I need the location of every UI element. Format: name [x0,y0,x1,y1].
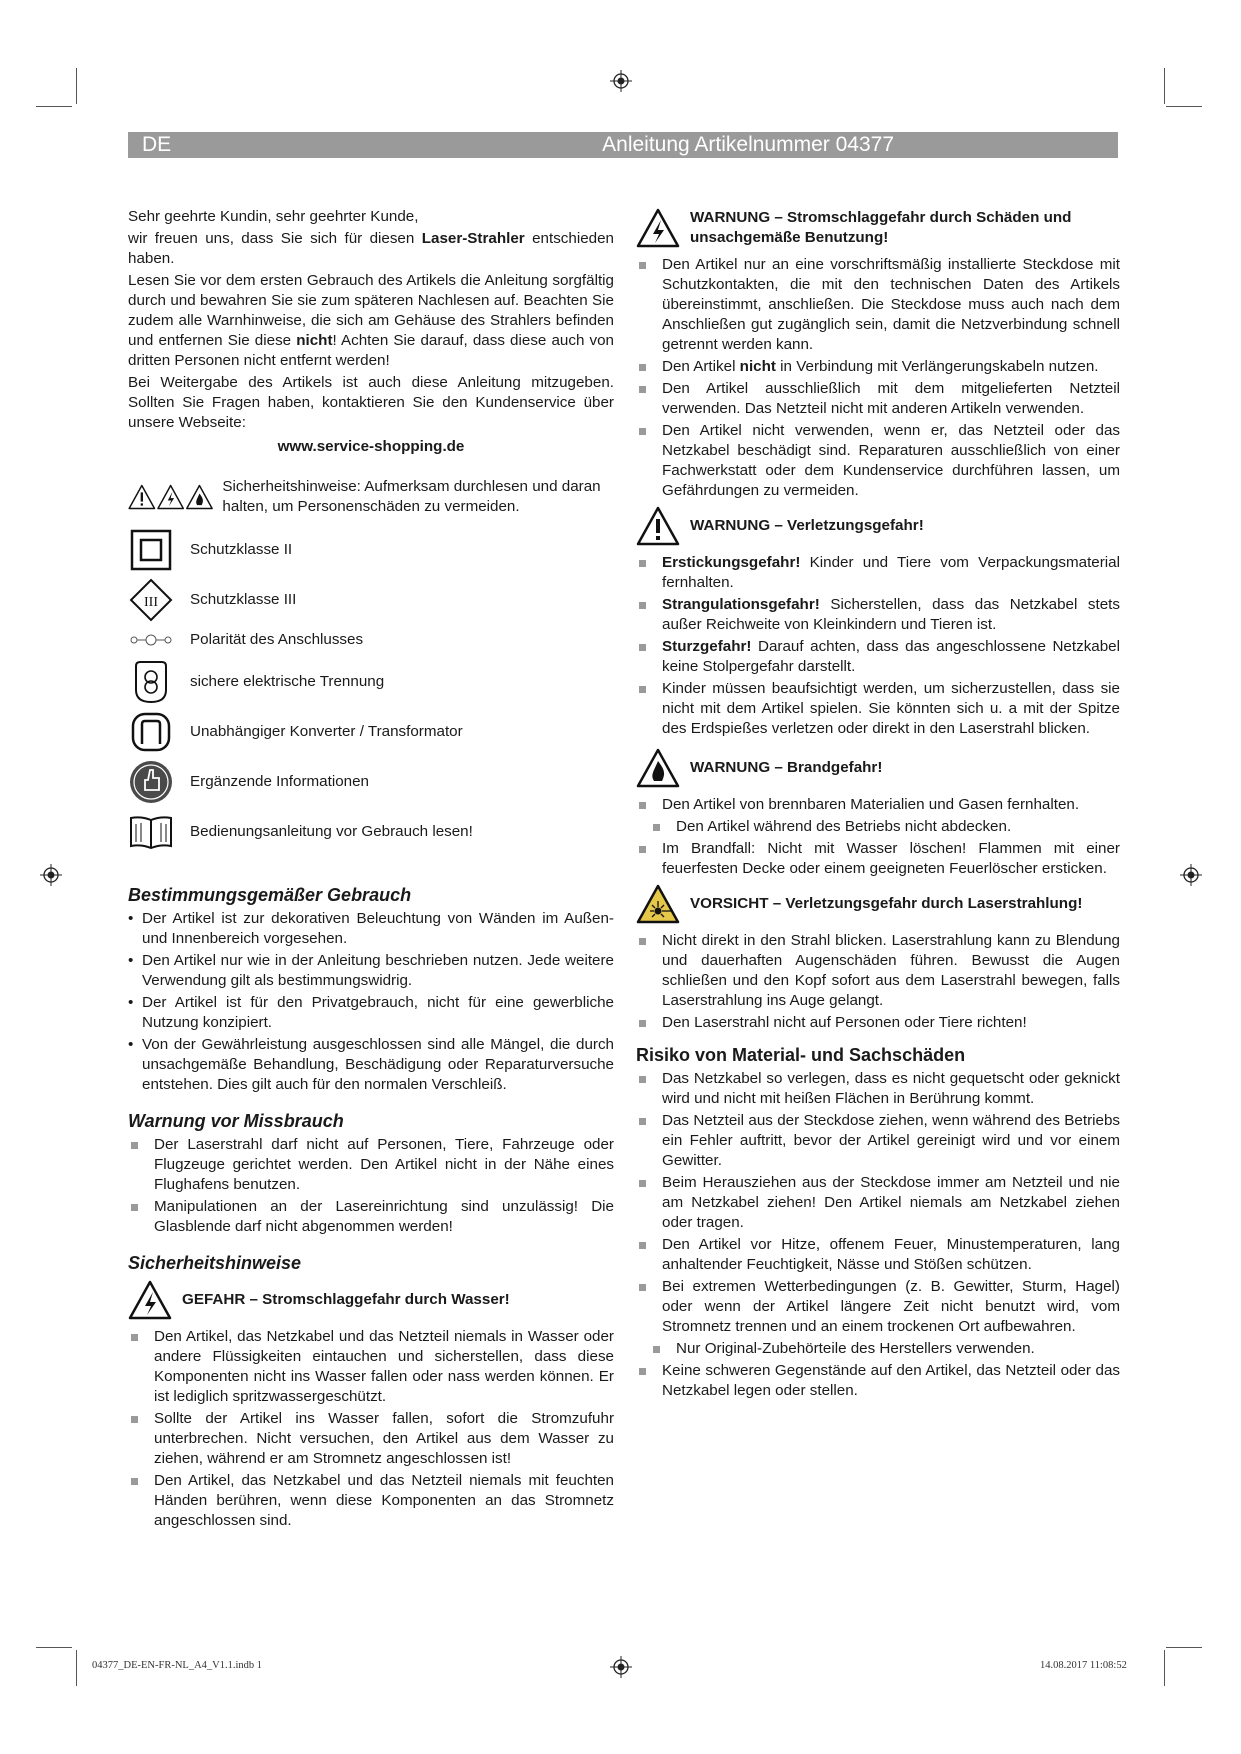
list-item: Den Laserstrahl nicht auf Personen oder Tiere richten! [636,1013,1120,1033]
safety-list [128,1327,614,1531]
intro-paragraph: Lesen Sie vor dem ersten Gebrauch des Artikels die Anleitung sorgfältig durch und bewahren Sie sie zum späteren Nachlesen auf. Beachten Sie zudem alle Warnhinweise, die sich am Gehäuse des Strahlers befinden und entfernen Sie diese nicht! Achten Sie darauf, dass diese auch von dritten Personen nicht entfernt werden! [128,272,615,369]
intended-use-list [128,909,614,1095]
injury-warning-list [636,553,1120,739]
list-item: • Der Artikel ist zur dekorativen Beleuchtung von Wänden im Außen- und Innenbereich vorgesehen. [128,909,614,949]
list-item: • Von der Gewährleistung ausgeschlossen sind alle Mängel, die durch unsachgemäße Behandlung, Beschädigung oder Reparaturversuche entstehen. Dies gilt auch für den normalen Verschleiß. [128,1035,614,1095]
list-item: Den Artikel nicht verwenden, wenn er, das Netzteil oder das Netzkabel beschädigt sind. Reparaturen ausschließlich von einer Fachwerkstatt oder dem Kundenservice durchführen lassen, um Gefährdungen zu vermeiden. [636,421,1120,501]
list-item: Bei extremen Wetterbedingungen (z. B. Gewitter, Sturm, Hagel) oder wenn der Artikel längere Zeit nicht benutzt wird, vom Stromnetz trennen und an einem trockenen Ort aufbewahren. [636,1277,1120,1337]
website-link[interactable]: www.service-shopping.de [277,438,465,455]
list-item: Keine schweren Gegenstände auf den Artikel, das Netzteil oder das Netzkabel legen oder stellen. [636,1361,1120,1401]
list-item: Nicht direkt in den Strahl blicken. Laserstrahlung kann zu Blendung und dauerhaften Augenschäden führen. Bewusst die Augen schließen und den Kopf sofort aus dem Laserstrahl bewegen, falls Laserstrahlung ins Auge gelangt. [636,931,1120,1011]
list-item: Das Netzteil aus der Steckdose ziehen, wenn während des Betriebs ein Fehler auftritt, bevor der Artikel gereinigt wird und vor einem Gewitter. [636,1111,1120,1171]
list-item: Sollte der Artikel ins Wasser fallen, sofort die Stromzufuhr unterbrechen. Nicht versuchen, den Artikel aus dem Wasser zu ziehen, während er am Stromnetz angeschlossen ist! [128,1409,614,1469]
crop-mark [76,1650,77,1686]
right-column [636,207,1120,1403]
danger-warning: GEFAHR – Stromschlaggefahr durch Wasser! [128,1279,614,1321]
symbol-polarity: Polarität des Anschlusses [128,625,614,655]
electric-warning-icon [128,1279,172,1321]
registration-mark-icon [610,70,632,92]
independent-converter-icon [131,712,171,752]
info-hand-icon [129,760,173,804]
fire-warning: WARNUNG – Brandgefahr! [636,747,1120,789]
electric-warning: WARNUNG – Stromschlaggefahr durch Schäden und unsachgemäße Benutzung! [636,207,1120,249]
misuse-list [128,1135,614,1237]
registration-mark-icon [1180,864,1202,886]
list-item: • Der Artikel ist für den Privatgebrauch, nicht für eine gewerbliche Nutzung konzipiert. [128,993,614,1033]
list-item: Manipulationen an der Lasereinrichtung sind unzulässig! Die Glasblende darf nicht abgenommen werden! [128,1197,614,1237]
laser-caution-list [636,931,1120,1033]
exclamation-warning-icon [636,505,680,547]
protection-class-2-icon [130,529,172,571]
crop-mark [36,106,72,107]
safety-symbols-text: Sicherheitshinweise: Aufmerksam durchlesen und daran halten, um Personenschäden zu vermeiden. [222,478,601,515]
safety-transformer-icon [132,660,170,704]
list-item: Erstickungsgefahr! Kinder und Tiere vom Verpackungsmaterial fernhalten. [636,553,1120,593]
language-code: DE [142,133,172,156]
symbol-class3: III Schutzklasse III [128,577,614,623]
list-item: Den Artikel von brennbaren Materialien und Gasen fernhalten. [636,795,1120,815]
intro-paragraph: Bei Weitergabe des Artikels ist auch diese Anleitung mitzugeben. Sollten Sie Fragen haben, kontaktieren Sie den Kundenservice über unsere Webseite: [128,374,614,431]
symbol-separation: sichere elektrische Trennung [128,659,614,705]
list-item: Den Artikel, das Netzkabel und das Netzteil niemals mit feuchten Händen berühren, wenn diese Komponenten an das Stromnetz angeschlossen sind. [128,1471,614,1531]
intro-paragraph: wir freuen uns, dass Sie sich für diesen Laser-Strahler entschieden haben. [128,230,614,267]
footer-file: 04377_DE-EN-FR-NL_A4_V1.1.indb 1 [92,1660,263,1671]
injury-warning: WARNUNG – Verletzungsgefahr! [636,505,1120,547]
laser-caution: VORSICHT – Verletzungsgefahr durch Laserstrahlung! [636,883,1120,925]
symbol-converter: Unabhängiger Konverter / Transformator [128,709,614,755]
header-bar [128,132,1118,158]
damage-heading: Risiko von Material- und Sachschäden [636,1045,966,1065]
laser-warning-icon [636,883,680,925]
fire-warning-list [636,795,1120,879]
list-item: Den Artikel nur an eine vorschriftsmäßig installierte Steckdose mit Schutzkontakten, die mit den technischen Daten des Artikels übereinstimmt, anschließen. Die Steckdose muss auch nach dem Anschließen gut zugänglich sein, damit die Netzverbindung schnell getrennt werden kann. [636,255,1120,355]
list-item: Den Artikel, das Netzkabel und das Netzteil niemals in Wasser oder andere Flüssigkeiten eintauchen und sicherstellen, dass diese Komponenten nicht ins Wasser fallen oder nass werden können. Er ist lediglich spritzwassergeschützt. [128,1327,614,1407]
electric-warning-icon [636,207,680,249]
symbol-manual: Bedienungsanleitung vor Gebrauch lesen! [128,809,614,855]
misuse-heading: Warnung vor Missbrauch [128,1111,344,1131]
left-column [128,207,614,1533]
safety-heading: Sicherheitshinweise [128,1253,302,1273]
crop-mark [76,68,77,104]
safety-symbols-row [128,473,614,521]
list-item: Nur Original-Zubehörteile des Herstellers verwenden. [636,1339,1120,1359]
warning-triangles-icon [128,473,214,521]
crop-mark [1166,1647,1202,1648]
crop-mark [1164,1650,1165,1686]
page-title: Anleitung Artikelnummer 04377 [602,133,894,156]
list-item: Den Artikel nicht in Verbindung mit Verlängerungskabeln nutzen. [636,357,1120,377]
list-item: Den Artikel vor Hitze, offenem Feuer, Minustemperaturen, lang anhaltender Feuchtigkeit, Nässe und Stößen schützen. [636,1235,1120,1275]
list-item: Das Netzkabel so verlegen, dass es nicht gequetscht oder geknickt wird und nicht mit heißen Flächen in Berührung kommt. [636,1069,1120,1109]
electric-warning-list [636,255,1120,501]
list-item: Strangulationsgefahr! Sicherstellen, dass das Netzkabel stets außer Reichweite von Kleinkindern und Tieren ist. [636,595,1120,635]
list-item: Sturzgefahr! Darauf achten, dass das angeschlossene Netzkabel keine Stolpergefahr darstellt. [636,637,1120,677]
list-item: Beim Herausziehen aus der Steckdose immer am Netzteil und nie am Netzkabel ziehen! Den Artikel niemals am Netzkabel ziehen oder tragen. [636,1173,1120,1233]
damage-list [636,1069,1120,1401]
list-item: Kinder müssen beaufsichtigt werden, um sicherzustellen, dass sie nicht mit dem Artikel spielen. Sie könnten sich u. a mit der Spitze des Erdspießes verletzen oder direkt in den Laserstrahl blicken. [636,679,1120,739]
registration-mark-icon [40,864,62,886]
list-item: • Den Artikel nur wie in der Anleitung beschrieben nutzen. Jede weitere Verwendung gilt als bestimmungswidrig. [128,951,614,991]
crop-mark [1166,106,1202,107]
manual-book-icon [129,814,173,850]
fire-warning-icon [636,747,680,789]
intended-use-heading: Bestimmungsgemäßer Gebrauch [128,885,412,905]
list-item: Den Artikel ausschließlich mit dem mitgelieferten Netzteil verwenden. Das Netzteil nicht mit anderen Artikeln verwenden. [636,379,1120,419]
polarity-icon [129,633,173,647]
protection-class-3-icon [129,578,173,622]
footer-date: 14.08.2017 11:08:52 [1040,1660,1127,1671]
crop-mark [36,1647,72,1648]
registration-mark-icon [610,1656,632,1678]
symbol-class2: Schutzklasse II [128,527,614,573]
salutation: Sehr geehrte Kundin, sehr geehrter Kunde, [128,208,419,225]
list-item: Im Brandfall: Nicht mit Wasser löschen! Flammen mit einer feuerfesten Decke oder einem geeigneten Feuerlöscher ersticken. [636,839,1120,879]
list-item: Der Laserstrahl darf nicht auf Personen, Tiere, Fahrzeuge oder Flugzeuge gerichtet werden. Den Artikel nicht in der Nähe eines Flughafens benutzen. [128,1135,614,1195]
symbol-info: Ergänzende Informationen [128,759,614,805]
crop-mark [1164,68,1165,104]
list-item: Den Artikel während des Betriebs nicht abdecken. [636,817,1120,837]
svg-text:III: III [144,595,158,610]
